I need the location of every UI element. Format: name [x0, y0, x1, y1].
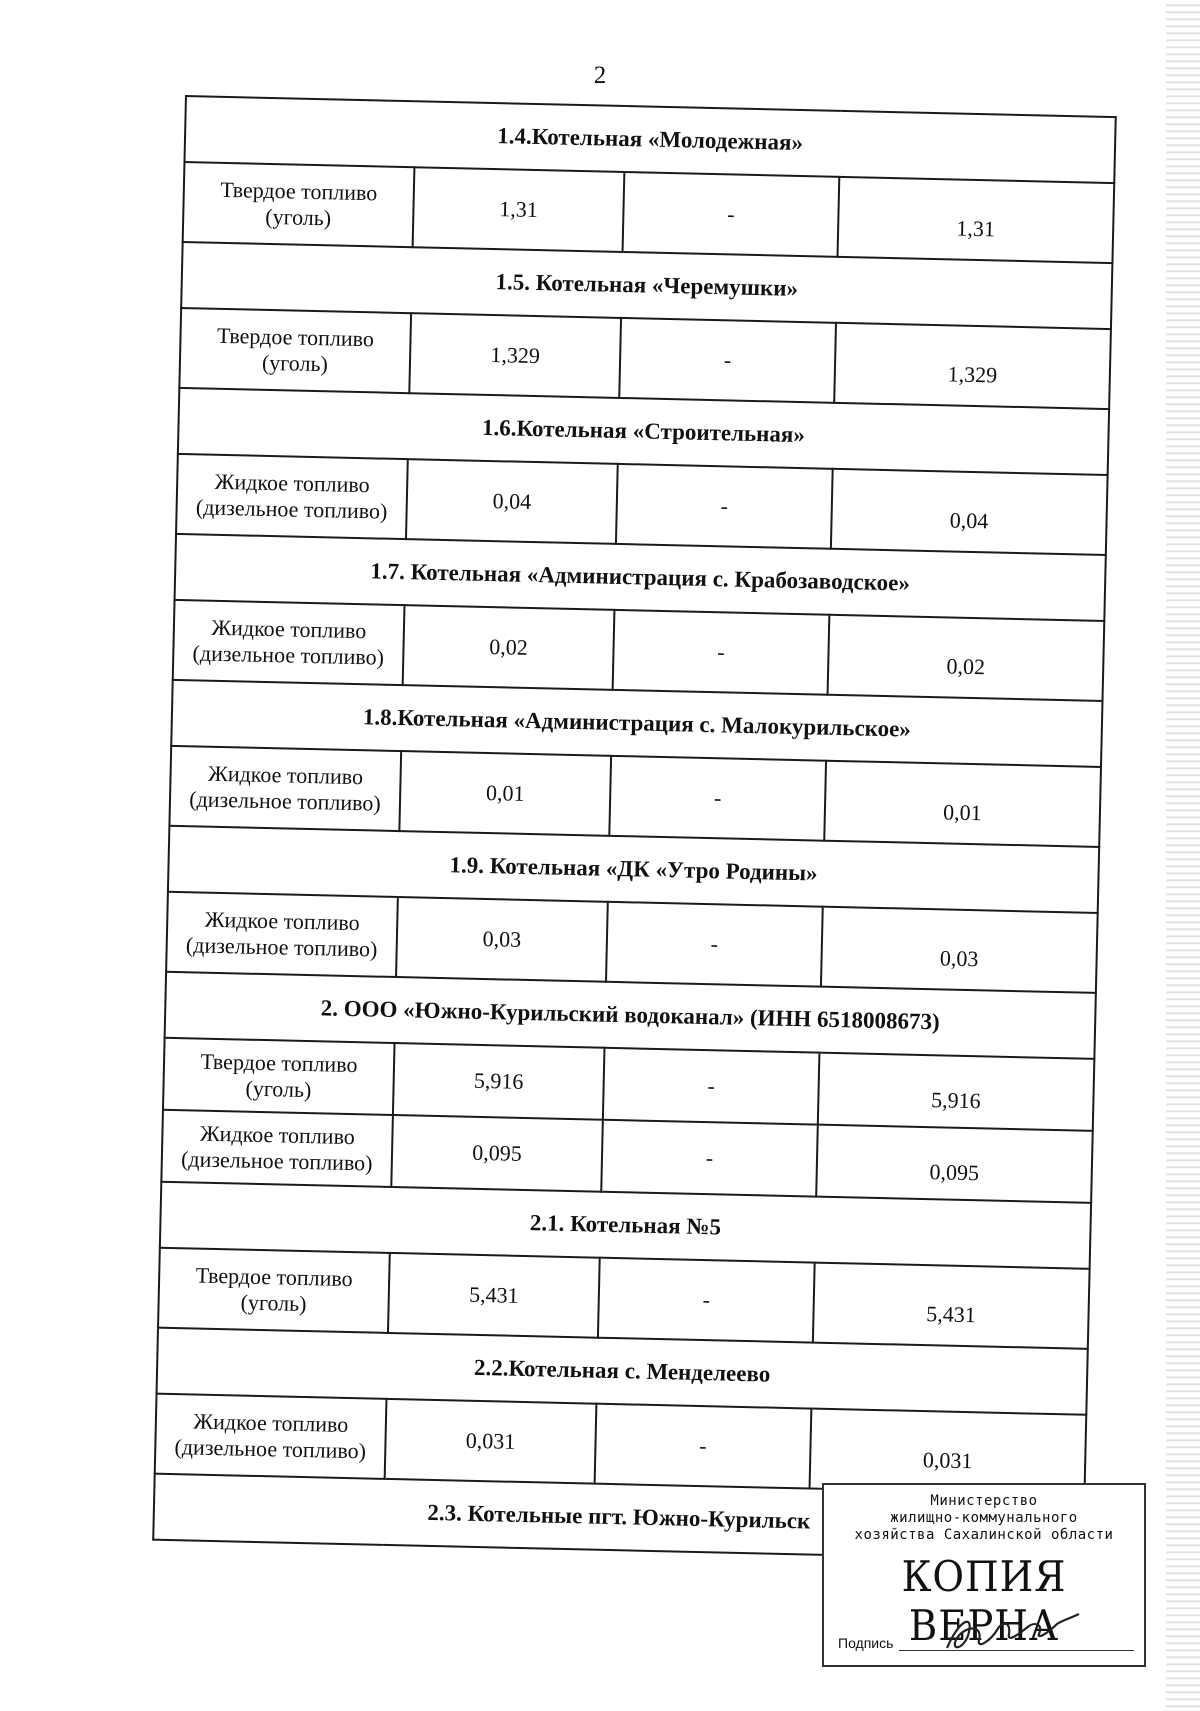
signature-line: [899, 1649, 1134, 1651]
value-cell-2: -: [609, 756, 826, 841]
value-cell-2: -: [595, 1404, 812, 1489]
value-cell-2: -: [606, 902, 823, 987]
value-cell-3: 0,04: [831, 469, 1108, 555]
handwritten-signature: [939, 1610, 1089, 1656]
section-title: 1.7. Котельная «Администрация с. Крабозаводское»: [175, 534, 1106, 621]
fuel-type-label: Твердое топливо (уголь): [163, 1038, 395, 1115]
section-title: 1.4.Котельная «Молодежная»: [184, 96, 1115, 183]
value-cell-2: -: [598, 1258, 815, 1343]
section-title: 1.5. Котельная «Черемушки»: [181, 242, 1112, 329]
value-cell-3: 5,916: [818, 1053, 1095, 1131]
value-cell-3: 0,03: [821, 907, 1098, 993]
section-title: 1.6.Котельная «Строительная»: [178, 388, 1109, 475]
stamp-title: КОПИЯ ВЕРНА: [901, 1552, 1067, 1650]
section-title: 1.8.Котельная «Администрация с. Малокурильское»: [171, 680, 1102, 767]
fuel-type-label: Твердое топливо (уголь): [158, 1248, 390, 1333]
fuel-type-label: Жидкое топливо (дизельное топливо): [173, 600, 405, 685]
stamp-sign-label: Подпись: [838, 1635, 894, 1651]
value-cell-3: 0,031: [810, 1409, 1087, 1495]
stamp-org-line: хозяйства Сахалинской области: [854, 1527, 1114, 1543]
value-cell-2: -: [616, 464, 833, 549]
section-title: 2.1. Котельная №5: [160, 1182, 1091, 1269]
section-title: 2.2.Котельная с. Менделеево: [157, 1328, 1088, 1415]
section-title: 1.9. Котельная «ДК «Утро Родины»: [168, 826, 1099, 913]
fuel-type-label: Жидкое топливо (дизельное топливо): [169, 746, 401, 831]
value-cell-3: 0,02: [828, 615, 1105, 701]
value-cell-1: 0,095: [391, 1115, 603, 1192]
value-cell-3: 0,095: [816, 1125, 1093, 1203]
value-cell-1: 0,01: [399, 751, 611, 836]
fuel-type-label: Твердое топливо (уголь): [179, 308, 411, 393]
value-cell-3: 1,329: [834, 323, 1111, 409]
value-cell-1: 5,916: [393, 1043, 605, 1120]
stamp-organization: [824, 1493, 1144, 1544]
value-cell-2: -: [623, 172, 840, 257]
value-cell-3: 5,431: [813, 1263, 1090, 1349]
value-cell-2: -: [619, 318, 836, 403]
value-cell-2: -: [613, 610, 830, 695]
fuel-table: [152, 95, 1117, 1562]
fuel-type-label: Жидкое топливо (дизельное топливо): [155, 1394, 387, 1479]
copy-verified-stamp: [822, 1483, 1146, 1667]
value-cell-1: 0,03: [396, 897, 608, 982]
fuel-type-label: Жидкое топливо (дизельное топливо): [176, 454, 408, 539]
value-cell-1: 5,431: [388, 1253, 600, 1338]
section-title: 2.3. Котельные пгт. Южно-Курильск: [153, 1474, 1084, 1561]
fuel-type-label: Жидкое топливо (дизельное топливо): [166, 892, 398, 977]
value-cell-1: 1,329: [409, 313, 621, 398]
value-cell-1: 0,02: [403, 605, 615, 690]
value-cell-1: 0,031: [385, 1399, 597, 1484]
stamp-org-line: Министерство: [930, 1493, 1038, 1509]
value-cell-1: 0,04: [406, 459, 618, 544]
value-cell-3: 1,31: [837, 177, 1114, 263]
section-title: 2. ООО «Южно-Курильский водоканал» (ИНН 6518008673): [165, 972, 1096, 1059]
stamp-signature-row: [838, 1635, 1134, 1651]
value-cell-2: -: [601, 1120, 818, 1197]
value-cell-1: 1,31: [413, 167, 625, 252]
page-number: 2: [593, 62, 607, 89]
stamp-org-line: жилищно-коммунального: [890, 1510, 1078, 1526]
fuel-type-label: Жидкое топливо (дизельное топливо): [161, 1110, 393, 1187]
fuel-type-label: Твердое топливо (уголь): [183, 162, 415, 247]
value-cell-2: -: [603, 1048, 820, 1125]
value-cell-3: 0,01: [824, 761, 1101, 847]
scan-edge-noise: [1166, 0, 1200, 1711]
